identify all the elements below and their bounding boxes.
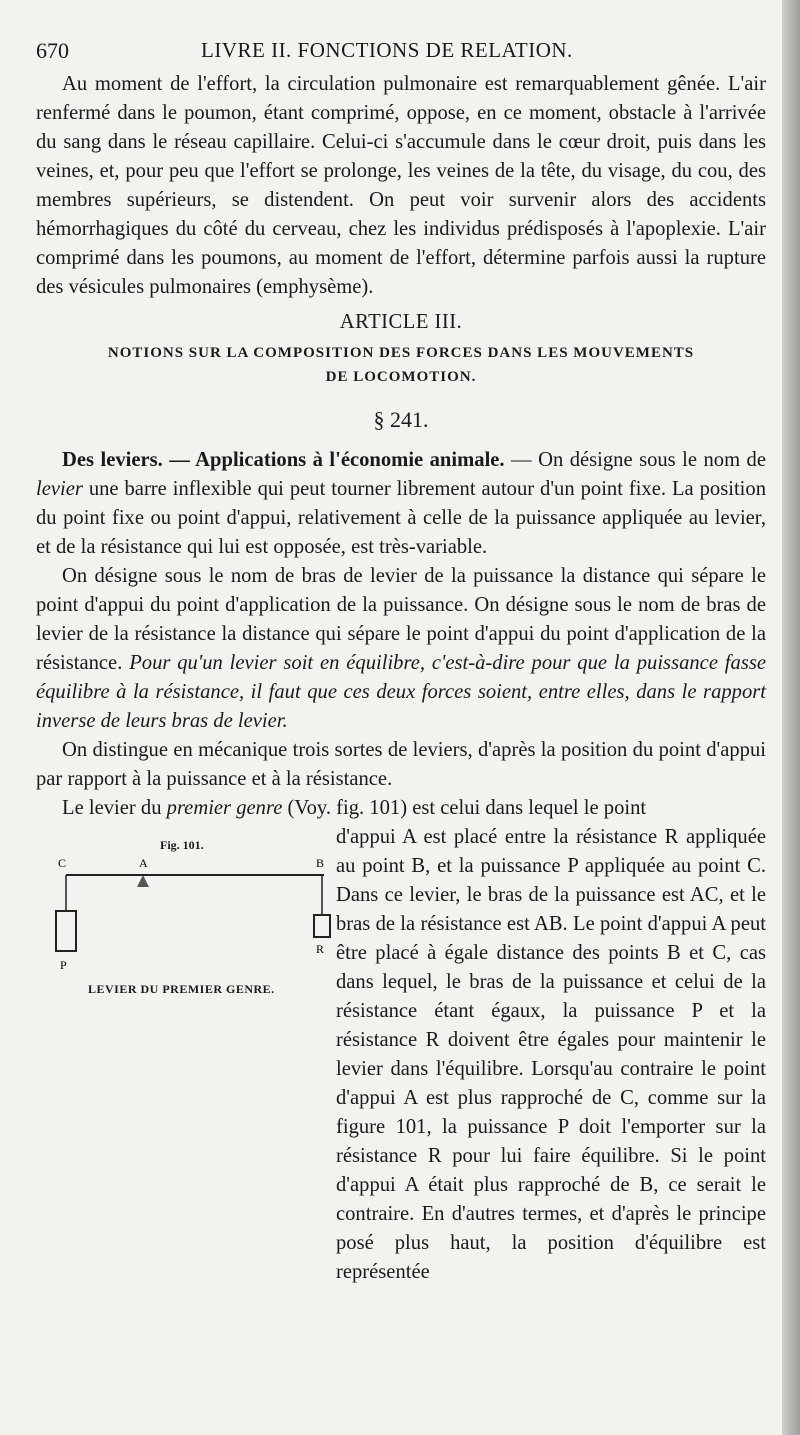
leviers-text-1: — On désigne sous le nom de [504, 449, 766, 471]
paragraph-premier-rest: d'appui A est placé entre la résistance R appliquée au point B, et la puissance P appliquée au point C. Dans ce levier, le bras de la puissance est AC, et le bras de la résistance est AB. Le point d'appui A peut être placé à égale distance des points B et C, cas dans lequel, le bras de la puissance et celui de la résistance étant égaux, la puissance P et la résistance R doivent être égales pour maintenir le levier dans l'équilibre. Lorsqu'au contraire le point d'appui A est plus rapproché de C, comme sur la figure 101, la puissance P doit l'emporter sur la résistance R pour lui faire équilibre. Si le point d'appui A était plus rapproché de B, ce serait le contraire. En d'autres termes, et d'après le principe posé plus haut, la position d'équilibre est représentée [336, 826, 766, 1283]
bras-italic: Pour qu'un levier soit en équilibre, c'est-à-dire pour que la puissance fasse équilibre à la résistance, il faut que ces deux forces soient, entre elles, dans le rapport inverse de leurs bras de levier. [36, 652, 766, 732]
premier-genre-term: premier genre [166, 797, 283, 819]
section-number: § 241. [373, 407, 429, 432]
label-a: A [139, 856, 148, 870]
figure-block [36, 823, 766, 1287]
page-header [36, 30, 766, 70]
article-title-line-1: NOTIONS SUR LA COMPOSITION DES FORCES DANS LES MOUVEMENTS [107, 345, 695, 361]
label-p: P [60, 958, 67, 972]
page-edge-shadow [782, 0, 800, 1435]
paragraph-bras [36, 562, 766, 736]
paragraph-premier-intro [36, 794, 766, 823]
page-content [36, 30, 766, 1287]
resistance-weight [314, 915, 330, 937]
paragraph-sortes: On distingue en mécanique trois sortes de leviers, d'après la position du point d'appui par rapport à la puissance et à la résistance. [36, 739, 766, 790]
paragraph-effort: Au moment de l'effort, la circulation pulmonaire est remarquablement gênée. L'air renfermé dans le poumon, étant comprimé, oppose, en ce moment, obstacle à l'arrivée du sang dans le réseau capillaire. Celui-ci s'accumule dans le cœur droit, puis dans les veines, et, pour peu que l'effort se prolonge, les veines de la tête, du visage, du cou, des membres supérieurs, se distendent. On peut voir survenir alors des accidents hémorrhagiques du côté du cerveau, chez les individus prédisposés à l'apoplexie. L'air comprimé dans les poumons, au moment de l'effort, détermine parfois aussi la rupture des vésicules pulmonaires (emphysème). [36, 73, 766, 298]
label-b: B [316, 856, 325, 870]
premier-text-1: Le levier du [62, 797, 167, 819]
fulcrum-triangle [137, 875, 149, 887]
bras-text: On désigne sous le nom de bras de levier de la puissance la distance qui sépare le point d'appui du point d'application de la puissance. On désigne sous le nom de bras de levier de la résistance la distance qui sépare le point d'appui du point d'application de la résistance. [36, 565, 766, 674]
figure-caption: LEVIER DU PREMIER GENRE. [88, 982, 275, 996]
levier-term: levier [36, 478, 83, 500]
leviers-heading: Des leviers. — Applications à l'économie animale. [62, 449, 505, 471]
lever-diagram [36, 823, 336, 997]
paragraph-leviers [36, 446, 766, 562]
running-head: LIVRE II. FONCTIONS DE RELATION. [201, 38, 573, 62]
article-title [36, 341, 766, 389]
leviers-text-2: une barre inflexible qui peut tourner librement autour d'un point fixe. La position du point fixe ou point d'appui, relativement à celle de la puissance appliquée au levier, et de la résistance qui lui est opposée, est très-variable. [36, 478, 766, 558]
article-title-line-2: DE LOCOMOTION. [325, 369, 477, 385]
premier-text-2: (Voy. fig. 101) est celui dans lequel le point [282, 797, 647, 819]
figure-101 [36, 823, 336, 997]
figure-label: Fig. 101. [160, 838, 204, 852]
figure-side-text [336, 823, 766, 1287]
article-heading: ARTICLE III. [339, 311, 463, 333]
power-weight [56, 911, 76, 951]
label-r: R [316, 942, 325, 956]
label-c: C [58, 856, 67, 870]
page-number: 670 [36, 38, 69, 63]
